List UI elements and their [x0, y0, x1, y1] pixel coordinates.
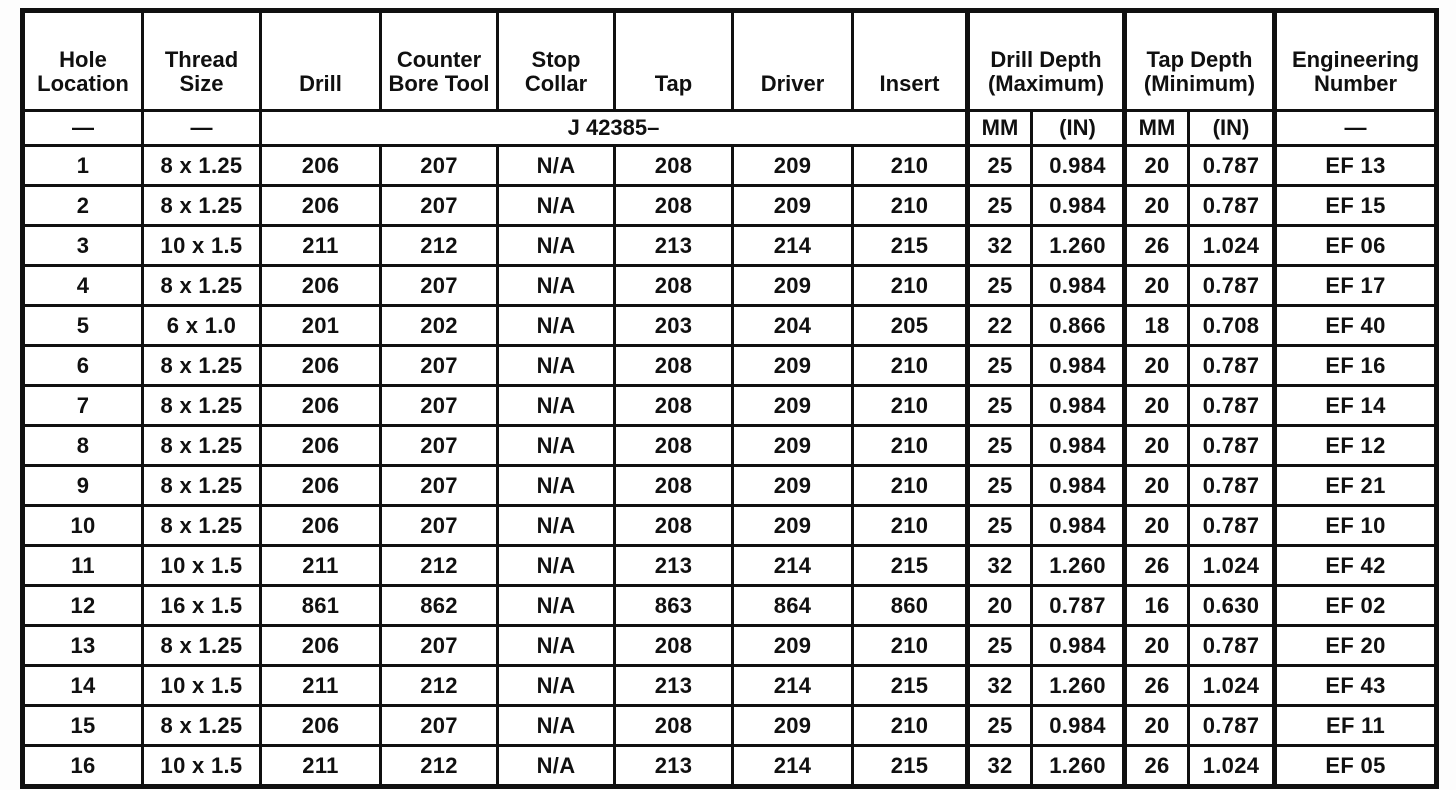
table-cell: 0.866 [1032, 306, 1125, 346]
table-cell: EF 42 [1275, 546, 1437, 586]
table-cell: 211 [261, 226, 381, 266]
table-cell: EF 16 [1275, 346, 1437, 386]
unit-label-drill-depth-in: (IN) [1032, 111, 1125, 146]
table-cell: 16 [1125, 586, 1189, 626]
table-cell: 208 [615, 146, 733, 186]
table-cell: 212 [381, 226, 498, 266]
table-cell: 209 [733, 466, 853, 506]
table-row [23, 346, 1437, 386]
table-cell: 8 x 1.25 [143, 386, 261, 426]
table-cell: 207 [381, 186, 498, 226]
table-cell: 0.787 [1189, 186, 1275, 226]
table-cell: 210 [853, 706, 968, 746]
table-cell: 0.708 [1189, 306, 1275, 346]
subheader-hole-location-dash: — [23, 111, 143, 146]
table-row [23, 706, 1437, 746]
table-cell: 0.787 [1189, 426, 1275, 466]
table-cell: EF 11 [1275, 706, 1437, 746]
table-row [23, 666, 1437, 706]
table-cell: 207 [381, 266, 498, 306]
table-cell: 1.260 [1032, 226, 1125, 266]
table-cell: 8 x 1.25 [143, 626, 261, 666]
table-cell: N/A [498, 266, 615, 306]
table-cell: N/A [498, 306, 615, 346]
table-cell: 0.984 [1032, 386, 1125, 426]
table-cell: N/A [498, 346, 615, 386]
table-cell: N/A [498, 386, 615, 426]
table-cell: 208 [615, 426, 733, 466]
table-cell: 20 [1125, 186, 1189, 226]
table-cell: 206 [261, 466, 381, 506]
table-cell: N/A [498, 746, 615, 787]
table-cell: N/A [498, 466, 615, 506]
table-cell: 1.260 [1032, 546, 1125, 586]
table-cell: 32 [968, 746, 1032, 787]
subheader-thread-size-dash: — [143, 111, 261, 146]
table-cell: 12 [23, 586, 143, 626]
col-header-counter-bore-tool: Counter Bore Tool [381, 11, 498, 111]
table-body [23, 146, 1437, 787]
table-cell: 8 x 1.25 [143, 506, 261, 546]
table-cell: 215 [853, 666, 968, 706]
col-header-thread-size: Thread Size [143, 11, 261, 111]
table-cell: 3 [23, 226, 143, 266]
table-cell: 203 [615, 306, 733, 346]
table-cell: EF 21 [1275, 466, 1437, 506]
unit-label-drill-depth-mm: MM [968, 111, 1032, 146]
table-cell: EF 17 [1275, 266, 1437, 306]
table-cell: 8 [23, 426, 143, 466]
subheader-engineering-dash: — [1275, 111, 1437, 146]
table-cell: 210 [853, 386, 968, 426]
table-cell: 204 [733, 306, 853, 346]
table-cell: 0.984 [1032, 426, 1125, 466]
table-cell: 2 [23, 186, 143, 226]
table-row [23, 546, 1437, 586]
table-cell: 0.984 [1032, 626, 1125, 666]
col-header-drill-depth-maximum: Drill Depth (Maximum) [968, 11, 1125, 111]
table-cell: 209 [733, 506, 853, 546]
table-cell: 1.024 [1189, 666, 1275, 706]
table-cell: 1.024 [1189, 226, 1275, 266]
table-cell: 207 [381, 346, 498, 386]
table-cell: 25 [968, 466, 1032, 506]
table-cell: EF 13 [1275, 146, 1437, 186]
table-cell: 213 [615, 666, 733, 706]
table-cell: 8 x 1.25 [143, 426, 261, 466]
table-cell: EF 12 [1275, 426, 1437, 466]
table-cell: 6 [23, 346, 143, 386]
table-cell: EF 43 [1275, 666, 1437, 706]
table-cell: 8 x 1.25 [143, 466, 261, 506]
col-header-hole-location: Hole Location [23, 11, 143, 111]
table-cell: 209 [733, 146, 853, 186]
col-header-drill: Drill [261, 11, 381, 111]
table-row [23, 626, 1437, 666]
table-cell: 25 [968, 426, 1032, 466]
table-cell: 210 [853, 146, 968, 186]
table-cell: 26 [1125, 546, 1189, 586]
table-cell: 208 [615, 186, 733, 226]
table-cell: 0.787 [1189, 626, 1275, 666]
table-cell: N/A [498, 626, 615, 666]
table-cell: 208 [615, 346, 733, 386]
table-cell: 207 [381, 506, 498, 546]
table-cell: 10 x 1.5 [143, 546, 261, 586]
table-cell: 209 [733, 706, 853, 746]
table-cell: 207 [381, 426, 498, 466]
table-cell: 11 [23, 546, 143, 586]
table-cell: 861 [261, 586, 381, 626]
unit-label-tap-depth-mm: MM [1125, 111, 1189, 146]
table-cell: N/A [498, 666, 615, 706]
table-cell: 210 [853, 506, 968, 546]
table-cell: 10 x 1.5 [143, 666, 261, 706]
table-cell: 0.787 [1189, 506, 1275, 546]
table-cell: 8 x 1.25 [143, 346, 261, 386]
table-cell: 5 [23, 306, 143, 346]
table-cell: 210 [853, 626, 968, 666]
table-cell: 208 [615, 386, 733, 426]
table-cell: EF 06 [1275, 226, 1437, 266]
col-header-tap-depth-minimum: Tap Depth (Minimum) [1125, 11, 1275, 111]
table-cell: 0.984 [1032, 186, 1125, 226]
table-cell: 209 [733, 426, 853, 466]
col-header-insert: Insert [853, 11, 968, 111]
table-cell: 212 [381, 746, 498, 787]
table-cell: 20 [1125, 466, 1189, 506]
table-cell: 20 [1125, 386, 1189, 426]
table-cell: 25 [968, 346, 1032, 386]
table-cell: 0.787 [1189, 266, 1275, 306]
header-row [23, 11, 1437, 111]
table-cell: 10 x 1.5 [143, 226, 261, 266]
table-cell: 18 [1125, 306, 1189, 346]
table-row [23, 146, 1437, 186]
table-cell: 209 [733, 186, 853, 226]
table-row [23, 186, 1437, 226]
table-cell: 8 x 1.25 [143, 706, 261, 746]
table-cell: 213 [615, 226, 733, 266]
table-cell: 20 [1125, 266, 1189, 306]
table-cell: 16 [23, 746, 143, 787]
table-cell: 214 [733, 226, 853, 266]
table-cell: 206 [261, 146, 381, 186]
table-cell: EF 14 [1275, 386, 1437, 426]
table-cell: N/A [498, 226, 615, 266]
table-cell: 0.984 [1032, 346, 1125, 386]
table-cell: 0.984 [1032, 706, 1125, 746]
tap-drill-spec-table [20, 8, 1439, 789]
table-cell: EF 20 [1275, 626, 1437, 666]
table-cell: 32 [968, 226, 1032, 266]
table-cell: 209 [733, 626, 853, 666]
table-cell: 32 [968, 546, 1032, 586]
table-header [23, 11, 1437, 146]
table-row [23, 226, 1437, 266]
table-cell: 206 [261, 346, 381, 386]
table-cell: 209 [733, 346, 853, 386]
table-cell: 215 [853, 226, 968, 266]
table-cell: N/A [498, 586, 615, 626]
table-cell: 207 [381, 146, 498, 186]
table-row [23, 386, 1437, 426]
table-row [23, 306, 1437, 346]
table-cell: N/A [498, 706, 615, 746]
table-cell: 25 [968, 386, 1032, 426]
table-cell: 210 [853, 266, 968, 306]
table-cell: 8 x 1.25 [143, 266, 261, 306]
table-cell: 0.787 [1189, 386, 1275, 426]
table-cell: 25 [968, 186, 1032, 226]
table-cell: 0.787 [1189, 706, 1275, 746]
table-cell: 215 [853, 746, 968, 787]
table-cell: 8 x 1.25 [143, 146, 261, 186]
subheader-row [23, 111, 1437, 146]
table-cell: 206 [261, 626, 381, 666]
table-cell: 1.024 [1189, 546, 1275, 586]
table-cell: 0.787 [1189, 146, 1275, 186]
table-cell: 207 [381, 706, 498, 746]
table-cell: 207 [381, 466, 498, 506]
table-row [23, 266, 1437, 306]
table-cell: 32 [968, 666, 1032, 706]
table-cell: EF 40 [1275, 306, 1437, 346]
table-cell: 0.787 [1189, 466, 1275, 506]
col-header-tap: Tap [615, 11, 733, 111]
table-cell: 25 [968, 706, 1032, 746]
table-cell: 206 [261, 706, 381, 746]
table-cell: EF 02 [1275, 586, 1437, 626]
tool-number-prefix: J 42385– [261, 111, 968, 146]
table-row [23, 746, 1437, 787]
table-row [23, 586, 1437, 626]
table-cell: 211 [261, 746, 381, 787]
table-cell: 210 [853, 466, 968, 506]
table-cell: 20 [1125, 426, 1189, 466]
table-cell: 862 [381, 586, 498, 626]
table-cell: 209 [733, 386, 853, 426]
table-cell: 26 [1125, 666, 1189, 706]
table-cell: 20 [1125, 506, 1189, 546]
table-cell: 20 [968, 586, 1032, 626]
table-cell: 16 x 1.5 [143, 586, 261, 626]
table-cell: 206 [261, 266, 381, 306]
table-cell: 20 [1125, 346, 1189, 386]
table-cell: 15 [23, 706, 143, 746]
table-cell: 4 [23, 266, 143, 306]
table-row [23, 466, 1437, 506]
unit-label-tap-depth-in: (IN) [1189, 111, 1275, 146]
table-cell: 210 [853, 186, 968, 226]
table-cell: 206 [261, 506, 381, 546]
table-cell: 0.630 [1189, 586, 1275, 626]
table-cell: 20 [1125, 706, 1189, 746]
table-cell: N/A [498, 146, 615, 186]
table-cell: 10 x 1.5 [143, 746, 261, 787]
table-cell: 0.787 [1032, 586, 1125, 626]
table-cell: 0.984 [1032, 466, 1125, 506]
table-cell: 202 [381, 306, 498, 346]
table-cell: 25 [968, 506, 1032, 546]
table-cell: 207 [381, 626, 498, 666]
table-cell: N/A [498, 186, 615, 226]
table-cell: N/A [498, 426, 615, 466]
table-cell: EF 05 [1275, 746, 1437, 787]
table-cell: 208 [615, 266, 733, 306]
table-cell: 206 [261, 186, 381, 226]
table-cell: 1 [23, 146, 143, 186]
table-cell: 214 [733, 746, 853, 787]
table-cell: 1.024 [1189, 746, 1275, 787]
table-cell: 207 [381, 386, 498, 426]
table-cell: 210 [853, 426, 968, 466]
table-cell: 213 [615, 546, 733, 586]
table-cell: 205 [853, 306, 968, 346]
table-cell: 215 [853, 546, 968, 586]
table-cell: 26 [1125, 746, 1189, 787]
table-cell: 201 [261, 306, 381, 346]
table-cell: 208 [615, 706, 733, 746]
table-cell: 0.984 [1032, 266, 1125, 306]
table-cell: 208 [615, 466, 733, 506]
table-cell: 208 [615, 626, 733, 666]
table-cell: 25 [968, 146, 1032, 186]
table-cell: 13 [23, 626, 143, 666]
table-cell: 208 [615, 506, 733, 546]
col-header-driver: Driver [733, 11, 853, 111]
table-cell: 6 x 1.0 [143, 306, 261, 346]
table-cell: 25 [968, 626, 1032, 666]
table-cell: 22 [968, 306, 1032, 346]
table-cell: 20 [1125, 626, 1189, 666]
table-cell: N/A [498, 546, 615, 586]
col-header-stop-collar: Stop Collar [498, 11, 615, 111]
table-cell: 20 [1125, 146, 1189, 186]
table-cell: 0.984 [1032, 146, 1125, 186]
table-cell: 860 [853, 586, 968, 626]
col-header-engineering-number: Engineering Number [1275, 11, 1437, 111]
table-cell: 26 [1125, 226, 1189, 266]
table-cell: 0.984 [1032, 506, 1125, 546]
table-cell: 213 [615, 746, 733, 787]
table-cell: 863 [615, 586, 733, 626]
table-cell: EF 15 [1275, 186, 1437, 226]
table-cell: 214 [733, 666, 853, 706]
table-cell: 209 [733, 266, 853, 306]
table-cell: 214 [733, 546, 853, 586]
table-cell: 212 [381, 666, 498, 706]
table-cell: EF 10 [1275, 506, 1437, 546]
table-cell: 1.260 [1032, 666, 1125, 706]
table-cell: 14 [23, 666, 143, 706]
table-cell: 8 x 1.25 [143, 186, 261, 226]
table-cell: 1.260 [1032, 746, 1125, 787]
table-cell: 210 [853, 346, 968, 386]
table-cell: 206 [261, 386, 381, 426]
table-cell: 10 [23, 506, 143, 546]
table-row [23, 506, 1437, 546]
table-row [23, 426, 1437, 466]
table-cell: 212 [381, 546, 498, 586]
table-cell: 0.787 [1189, 346, 1275, 386]
table-cell: 9 [23, 466, 143, 506]
table-cell: 211 [261, 546, 381, 586]
table-cell: 7 [23, 386, 143, 426]
table-cell: 206 [261, 426, 381, 466]
table-cell: 211 [261, 666, 381, 706]
table-cell: 864 [733, 586, 853, 626]
table-cell: N/A [498, 506, 615, 546]
table-cell: 25 [968, 266, 1032, 306]
